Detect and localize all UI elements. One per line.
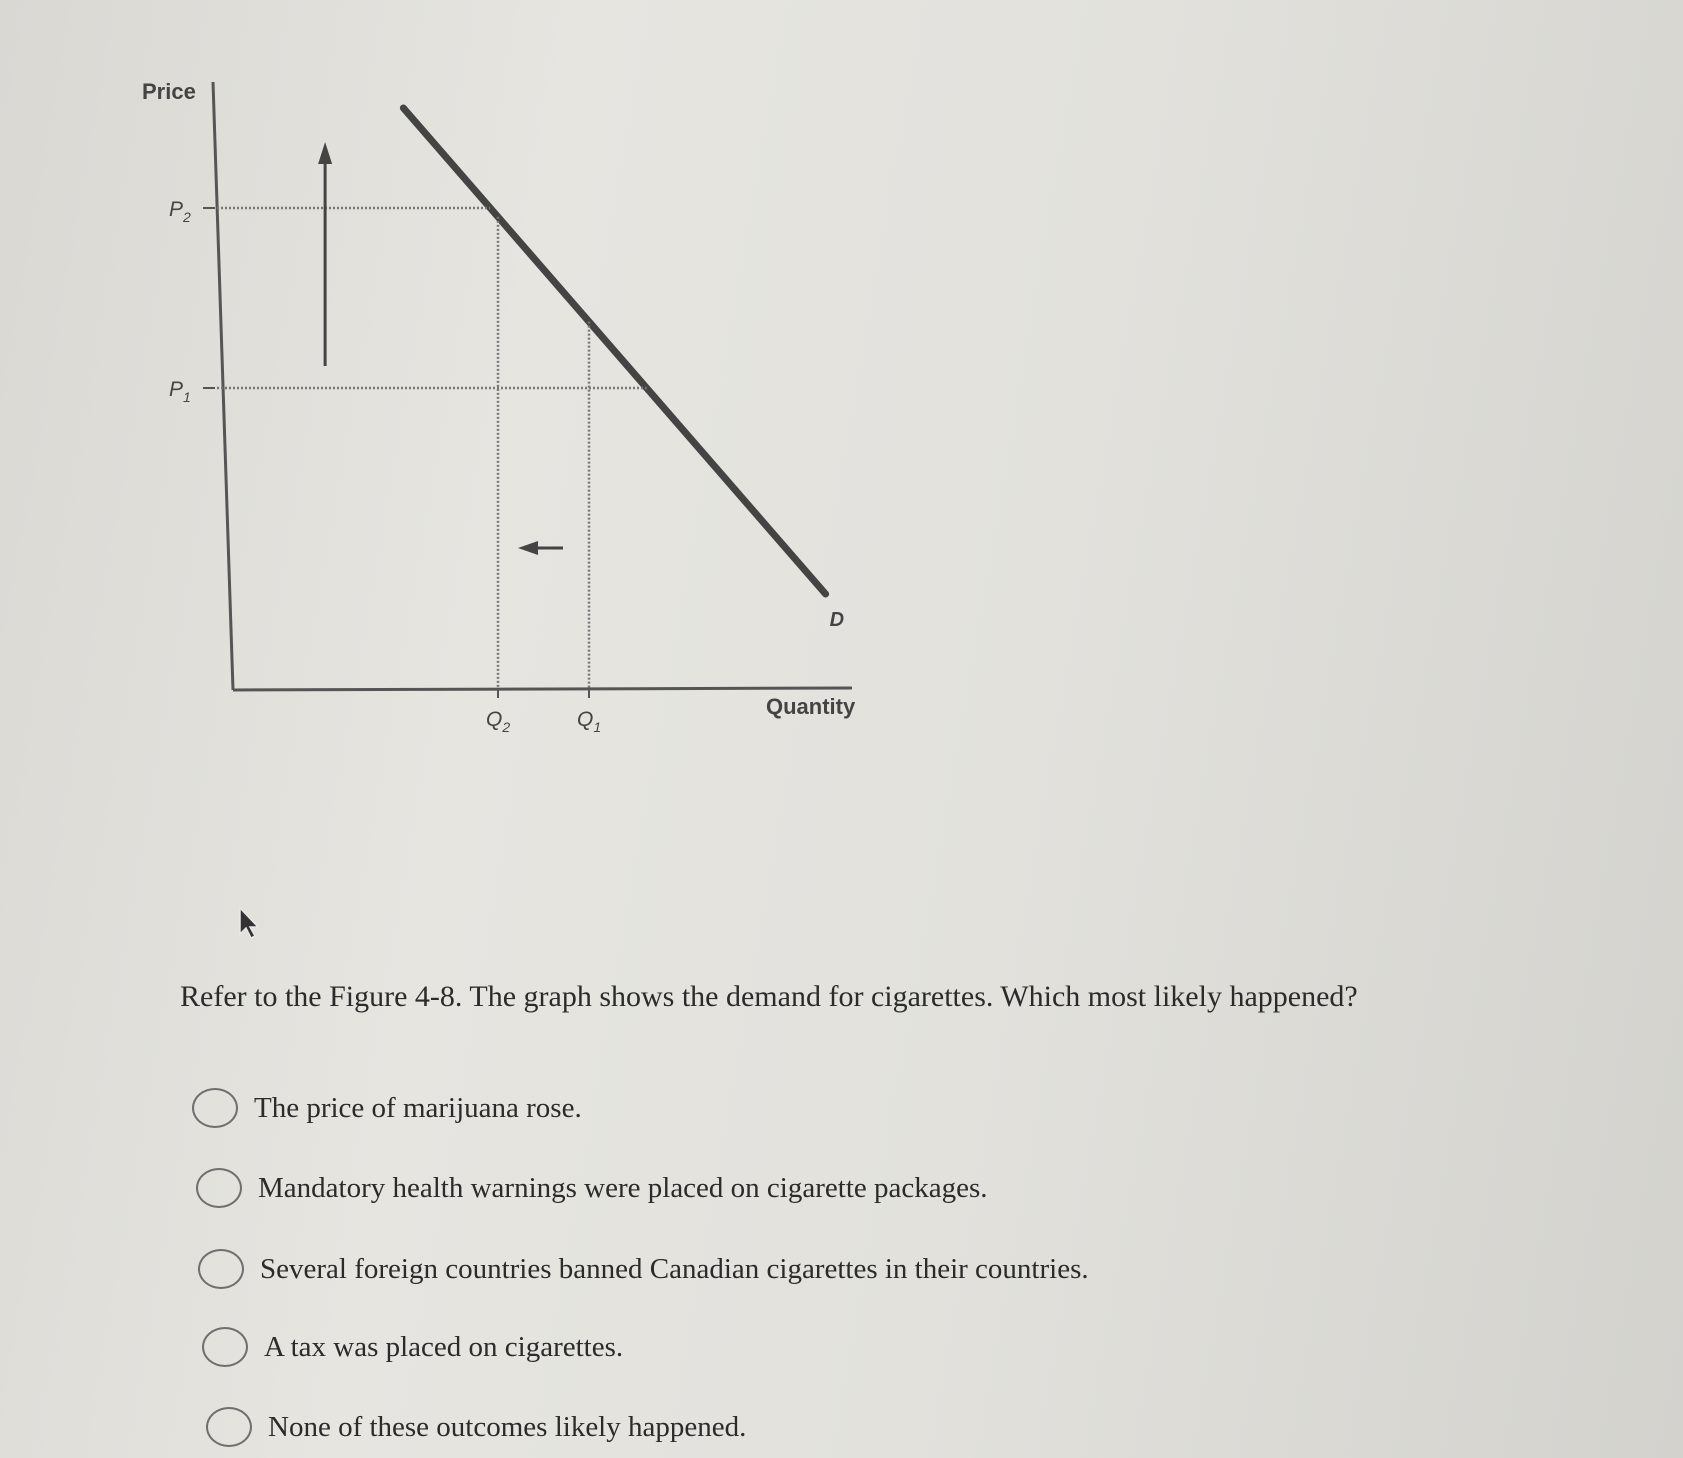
demand-figure	[0, 0, 900, 760]
option-label: A tax was placed on cigarettes.	[264, 1330, 624, 1363]
option-marijuana-price[interactable]	[192, 1088, 582, 1128]
radio-button[interactable]	[206, 1407, 252, 1447]
y-tick-label-p1: $P_1$	[169, 378, 191, 405]
x-axis-label: Quantity	[766, 694, 856, 719]
option-foreign-ban[interactable]	[198, 1249, 1089, 1289]
question-text: Refer to the Figure 4-8. The graph shows the demand for cigarettes. Which most likely happened?	[180, 980, 1358, 1013]
radio-button[interactable]	[192, 1088, 238, 1128]
option-label: The price of marijuana rose.	[254, 1091, 582, 1124]
x-tick-label-q2: $Q_2$	[486, 708, 511, 735]
option-label: None of these outcomes likely happened.	[268, 1410, 747, 1443]
radio-button[interactable]	[202, 1327, 248, 1367]
y-tick-label-p2: $P_2$	[169, 198, 191, 225]
demand-curve	[403, 108, 825, 594]
option-tax[interactable]	[202, 1327, 623, 1367]
radio-button[interactable]	[196, 1168, 242, 1208]
y-axis-label: Price	[142, 79, 196, 104]
option-label: Mandatory health warnings were placed on cigarette packages.	[258, 1171, 988, 1204]
quantity-decrease-arrowhead	[518, 541, 538, 555]
radio-button[interactable]	[198, 1249, 244, 1289]
option-health-warnings[interactable]	[196, 1168, 988, 1208]
demand-curve-label: D	[829, 609, 845, 631]
option-none[interactable]	[206, 1407, 746, 1447]
y-axis	[213, 82, 233, 690]
price-increase-arrowhead	[318, 142, 332, 164]
option-label: Several foreign countries banned Canadian cigarettes in their countries.	[260, 1252, 1089, 1285]
mouse-pointer-icon	[236, 906, 264, 940]
x-axis	[233, 688, 852, 690]
x-tick-label-q1: $Q_1$	[577, 708, 602, 735]
